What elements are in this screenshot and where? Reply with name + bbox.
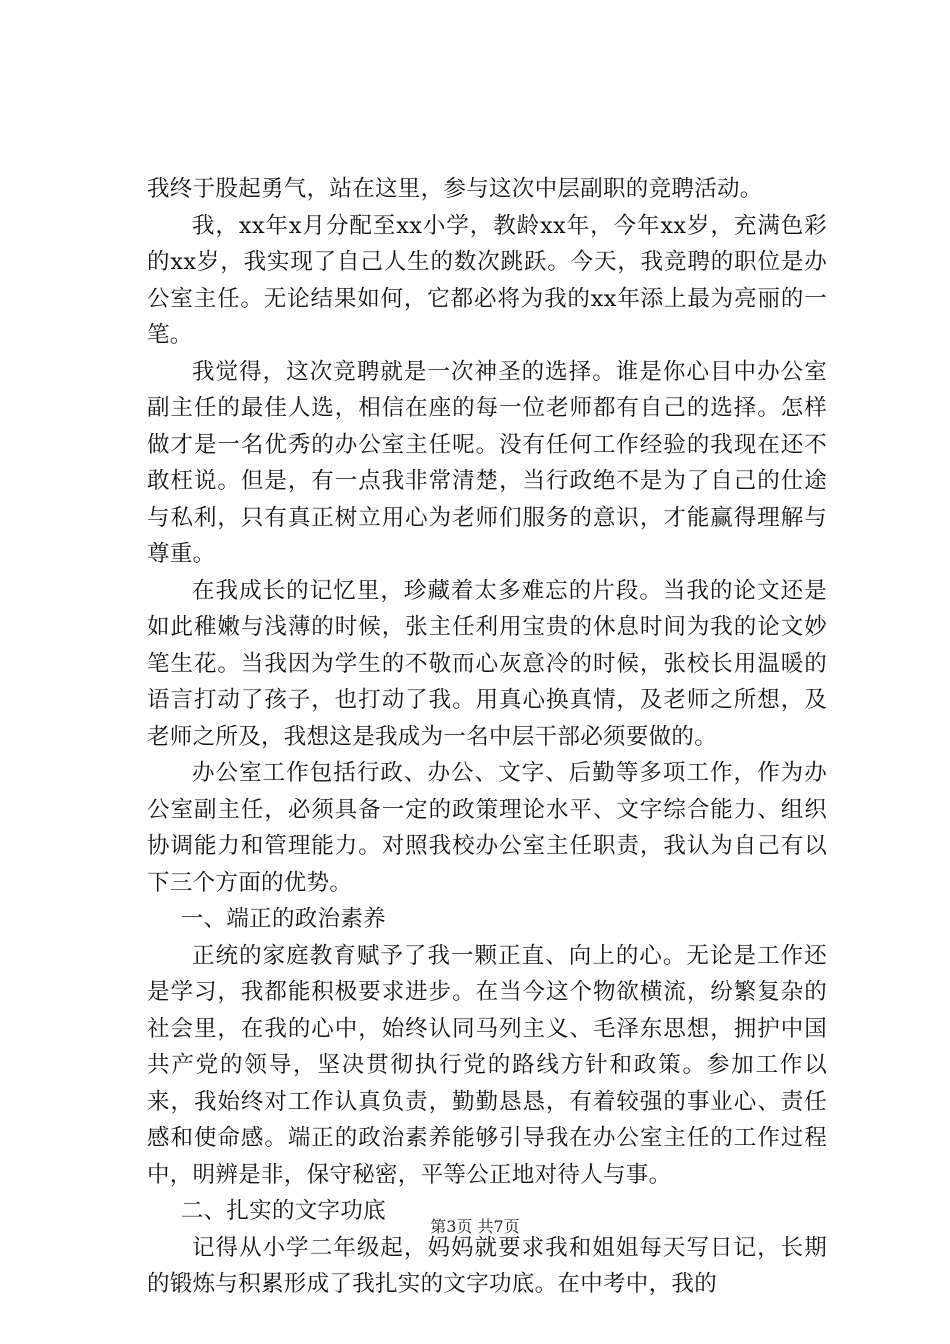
section-heading-2: 二、扎实的文字功底 xyxy=(180,1198,386,1224)
paragraph-2: 我，xx年x月分配至xx小学，教龄xx年，今年xx岁，充满色彩的xx岁，我实现了自己人生的数次跳跃。今天，我竞聘的职位是办公室主任。无论结果如何，它都必将为我的xx年添上最为亮丽的一笔。 xyxy=(147,212,827,348)
paragraph-6: 正统的家庭教育赋予了我一颗正直、向上的心。无论是工作还是学习，我都能积极要求进步。在当今这个物欲横流，纷繁复杂的社会里，在我的心中，始终认同马列主义、毛泽东思想，拥护中国共产党的领导，坚决贯彻执行党的路线方针和政策。参加工作以来，我始终对工作认真负责，勤勤恳恳，有着较强的事业心、责任感和使命感。端正的政治素养能够引导我在办公室主任的工作过程中，明辨是非，保守秘密，平等公正地对待人与事。 xyxy=(147,942,827,1188)
section-heading-1: 一、端正的政治素养 xyxy=(180,906,386,932)
paragraph-1: 我终于股起勇气，站在这里，参与这次中层副职的竞聘活动。 xyxy=(147,176,763,202)
page-number-footer: 第3页 共7页 xyxy=(430,1217,520,1236)
paragraph-3: 我觉得，这次竞聘就是一次神圣的选择。谁是你心目中办公室副主任的最佳人选，相信在座的每一位老师都有自己的选择。怎样做才是一名优秀的办公室主任呢。没有任何工作经验的我现在还不敢枉说。但是，有一点我非常清楚，当行政绝不是为了自己的仕途与私利，只有真正树立用心为老师们服务的意识，才能赢得理解与尊重。 xyxy=(147,358,827,567)
paragraph-4: 在我成长的记忆里，珍藏着太多难忘的片段。当我的论文还是如此稚嫩与浅薄的时候，张主任利用宝贵的休息时间为我的论文妙笔生花。当我因为学生的不敬而心灰意冷的时候，张校长用温暖的语言打动了孩子，也打动了我。用真心换真情，及老师之所想，及老师之所及，我想这是我成为一名中层干部必须要做的。 xyxy=(147,577,827,750)
paragraph-5: 办公室工作包括行政、办公、文字、后勤等多项工作，作为办公室副主任，必须具备一定的政策理论水平、文字综合能力、组织协调能力和管理能力。对照我校办公室主任职责，我认为自己有以下三个方面的优势。 xyxy=(147,760,827,896)
paragraph-7: 记得从小学二年级起，妈妈就要求我和姐姐每天写日记，长期的锻炼与积累形成了我扎实的文字功底。在中考中，我的 xyxy=(147,1234,827,1297)
document-body xyxy=(147,171,827,1303)
